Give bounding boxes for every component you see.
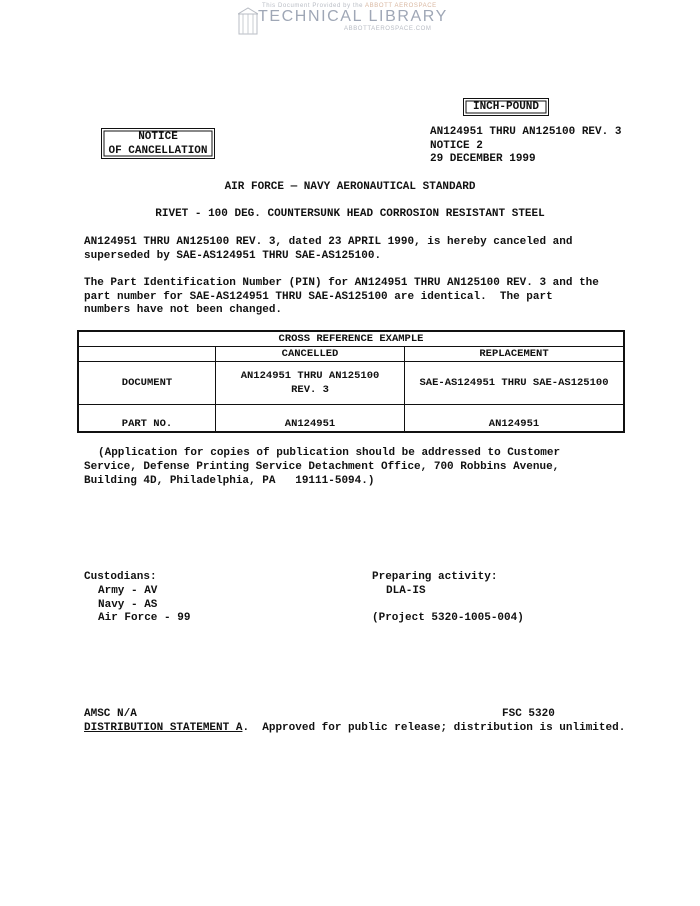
amsc-label: AMSC N/A (84, 708, 137, 720)
application-line-2: Service, Defense Printing Service Detachment Office, 700 Robbins Avenue, (84, 461, 560, 473)
application-line-1: (Application for copies of publication should be addressed to Customer (98, 447, 561, 459)
standard-title: AIR FORCE — NAVY AERONAUTICAL STANDARD (224, 181, 476, 193)
preparing-activity-value: DLA-IS (386, 585, 426, 597)
application-line-3: Building 4D, Philadelphia, PA 19111-5094.) (84, 475, 375, 487)
row-part-label: PART NO. (78, 405, 216, 433)
paragraph-2-line-1: The Part Identification Number (PIN) for AN124951 THRU AN125100 REV. 3 and the (84, 277, 599, 289)
row-document-cancelled-line-2: REV. 3 (291, 384, 329, 396)
row-document-cancelled-line-1: AN124951 THRU AN125100 (240, 370, 380, 382)
table-title: CROSS REFERENCE EXAMPLE (78, 331, 624, 347)
paragraph-2-line-2: part number for SAE-AS124951 THRU SAE-AS125100 are identical. The part (84, 291, 553, 303)
table-header-replacement: REPLACEMENT (405, 347, 625, 362)
project-number: (Project 5320-1005-004) (372, 612, 524, 624)
row-document-label: DOCUMENT (78, 362, 216, 405)
subject-title: RIVET - 100 DEG. COUNTERSUNK HEAD CORROSION RESISTANT STEEL (155, 208, 545, 220)
watermark-top-line: This Document Provided by the ABBOTT AEROSPACE (262, 3, 437, 9)
custodians-heading: Custodians: (84, 571, 157, 583)
watermark-title: TECHNICAL LIBRARY (258, 8, 448, 25)
row-document-cancelled (216, 362, 405, 405)
cross-reference-table (77, 330, 625, 433)
fsc-label: FSC 5320 (502, 708, 555, 720)
library-logo-icon (238, 6, 258, 38)
custodian-army: Army - AV (98, 585, 158, 597)
distribution-statement-text: . Approved for public release; distribution is unlimited. (242, 722, 626, 734)
notice-date: 29 DECEMBER 1999 (430, 153, 536, 165)
notice-number: NOTICE 2 (430, 140, 483, 152)
inch-pound-label: INCH-POUND (472, 101, 539, 113)
row-document-replacement: SAE-AS124951 THRU SAE-AS125100 (405, 362, 625, 405)
custodian-navy: Navy - AS (98, 599, 158, 611)
table-header-cancelled: CANCELLED (216, 347, 405, 362)
notice-box-line1: NOTICE (138, 131, 178, 143)
distribution-statement-label: DISTRIBUTION STATEMENT A (84, 722, 243, 734)
table-header-blank (78, 347, 216, 362)
paragraph-2-line-3: numbers have not been changed. (84, 304, 283, 316)
paragraph-1-line-2: superseded by SAE-AS124951 THRU SAE-AS125100. (84, 250, 382, 262)
row-part-replacement: AN124951 (405, 405, 625, 433)
row-part-cancelled: AN124951 (216, 405, 405, 433)
preparing-activity-heading: Preparing activity: (372, 571, 498, 583)
doc-id: AN124951 THRU AN125100 REV. 3 (430, 126, 622, 138)
watermark (0, 0, 700, 46)
distribution-statement (84, 721, 625, 735)
watermark-url: ABBOTTAEROSPACE.COM (344, 26, 432, 32)
custodian-air-force: Air Force - 99 (98, 612, 191, 624)
paragraph-1-line-1: AN124951 THRU AN125100 REV. 3, dated 23 APRIL 1990, is hereby canceled and (84, 236, 573, 248)
notice-box-line2: OF CANCELLATION (108, 145, 208, 157)
